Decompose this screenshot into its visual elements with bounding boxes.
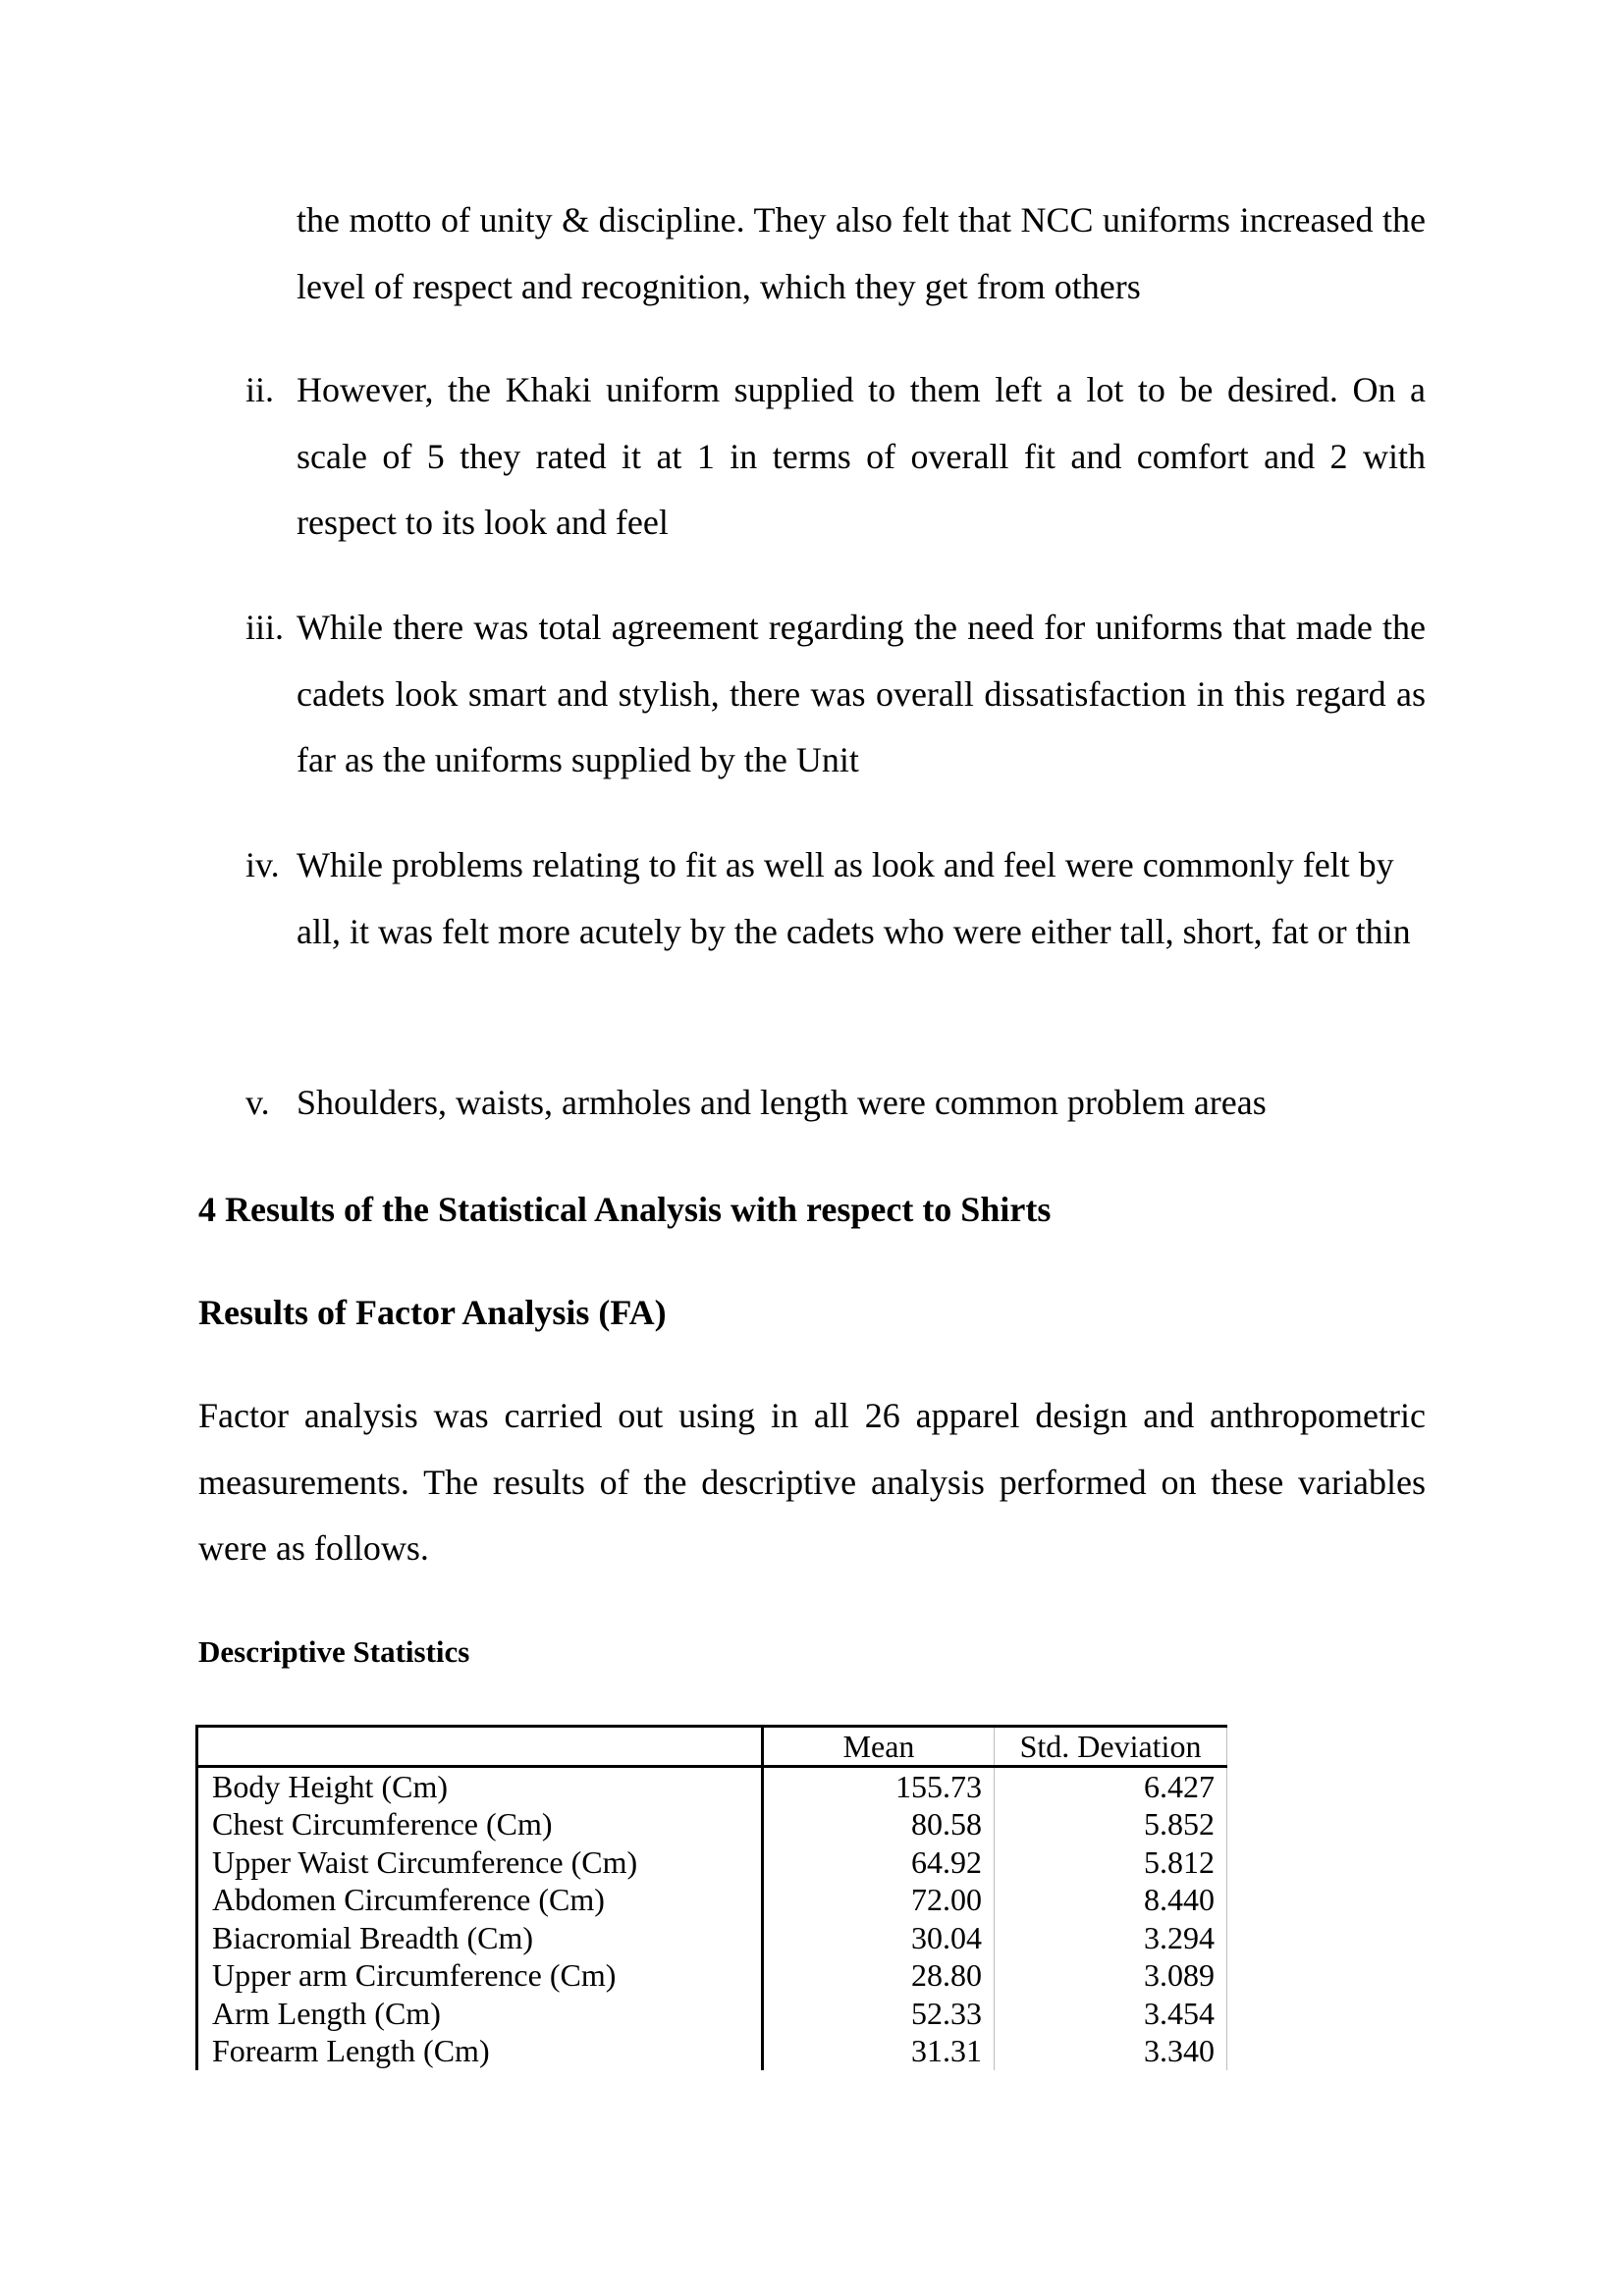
table-caption-block: [198, 1633, 1426, 1671]
table-row: [197, 1881, 1227, 1919]
row-label: Abdomen Circumference (Cm): [197, 1881, 763, 1919]
table-row: [197, 1767, 1227, 1806]
list-marker: v.: [245, 1083, 270, 1122]
row-mean: 28.80: [763, 1956, 995, 1995]
list-marker: ii.: [245, 370, 275, 409]
row-mean: 155.73: [763, 1767, 995, 1806]
list-item: [245, 595, 1426, 794]
paragraph-block: [198, 1383, 1426, 1582]
subheading-block: [198, 1291, 1426, 1334]
list-marker: iii.: [245, 608, 285, 647]
section-heading: 4 Results of the Statistical Analysis with respect to Shirts: [198, 1190, 1052, 1229]
row-std-deviation: 3.454: [995, 1995, 1227, 2033]
table-row: [197, 1995, 1227, 2033]
row-label: Upper Waist Circumference (Cm): [197, 1843, 763, 1882]
column-header-mean: Mean: [763, 1727, 995, 1767]
list-item: [245, 1070, 1426, 1137]
row-label: Upper arm Circumference (Cm): [197, 1956, 763, 1995]
column-header-std-deviation: Std. Deviation: [995, 1727, 1227, 1767]
row-mean: 72.00: [763, 1881, 995, 1919]
row-std-deviation: 3.340: [995, 2032, 1227, 2070]
row-mean: 30.04: [763, 1919, 995, 1957]
row-mean: 52.33: [763, 1995, 995, 2033]
column-header-label: [197, 1727, 763, 1767]
row-label: Forearm Length (Cm): [197, 2032, 763, 2070]
list-item-text: While there was total agreement regarding the need for uniforms that made the cadets look smart and stylish, there was overall dissatisfaction in this regard as far as the uniforms supplied by the Unit: [297, 608, 1426, 779]
list-marker: iv.: [245, 845, 280, 884]
row-label: Biacromial Breadth (Cm): [197, 1919, 763, 1957]
row-label: Chest Circumference (Cm): [197, 1805, 763, 1843]
row-std-deviation: 6.427: [995, 1767, 1227, 1806]
descriptive-statistics-table: [195, 1725, 1227, 2070]
table-row: [197, 1919, 1227, 1957]
list-item: [245, 357, 1426, 557]
table-row: [197, 1805, 1227, 1843]
body-paragraph: Factor analysis was carried out using in all 26 apparel design and anthropometric measurements. The results of the descriptive analysis performed on these variables were as follows.: [198, 1396, 1426, 1568]
section-heading-block: [198, 1188, 1426, 1231]
numbered-list: [245, 187, 1426, 320]
table-row: [197, 2032, 1227, 2070]
list-item-i-continuation: [245, 187, 1426, 320]
list-item-text: While problems relating to fit as well as look and feel were commonly felt by all, it was felt more acutely by the cadets who were either tall, short, fat or thin: [297, 845, 1411, 951]
list-item-iv-block: [245, 832, 1426, 965]
row-std-deviation: 5.852: [995, 1805, 1227, 1843]
subsection-heading: Results of Factor Analysis (FA): [198, 1293, 667, 1332]
list-item-iii-block: [245, 595, 1426, 794]
row-mean: 31.31: [763, 2032, 995, 2070]
row-std-deviation: 5.812: [995, 1843, 1227, 1882]
table-row: [197, 1843, 1227, 1882]
row-std-deviation: 8.440: [995, 1881, 1227, 1919]
table-row: [197, 1956, 1227, 1995]
list-item: [245, 832, 1426, 965]
list-item-text: the motto of unity & discipline. They also felt that NCC uniforms increased the level of respect and recognition, which they get from others: [297, 200, 1426, 306]
list-item-ii-block: [245, 357, 1426, 557]
table-header-row: [197, 1727, 1227, 1767]
row-label: Arm Length (Cm): [197, 1995, 763, 2033]
list-item-v-block: [245, 1070, 1426, 1137]
row-mean: 80.58: [763, 1805, 995, 1843]
row-std-deviation: 3.089: [995, 1956, 1227, 1995]
row-label: Body Height (Cm): [197, 1767, 763, 1806]
list-item-text: Shoulders, waists, armholes and length were common problem areas: [297, 1083, 1267, 1122]
row-std-deviation: 3.294: [995, 1919, 1227, 1957]
list-item-text: However, the Khaki uniform supplied to them left a lot to be desired. On a scale of 5 they rated it at 1 in terms of overall fit and comfort and 2 with respect to its look and feel: [297, 370, 1426, 542]
row-mean: 64.92: [763, 1843, 995, 1882]
table-caption: Descriptive Statistics: [198, 1634, 470, 1669]
